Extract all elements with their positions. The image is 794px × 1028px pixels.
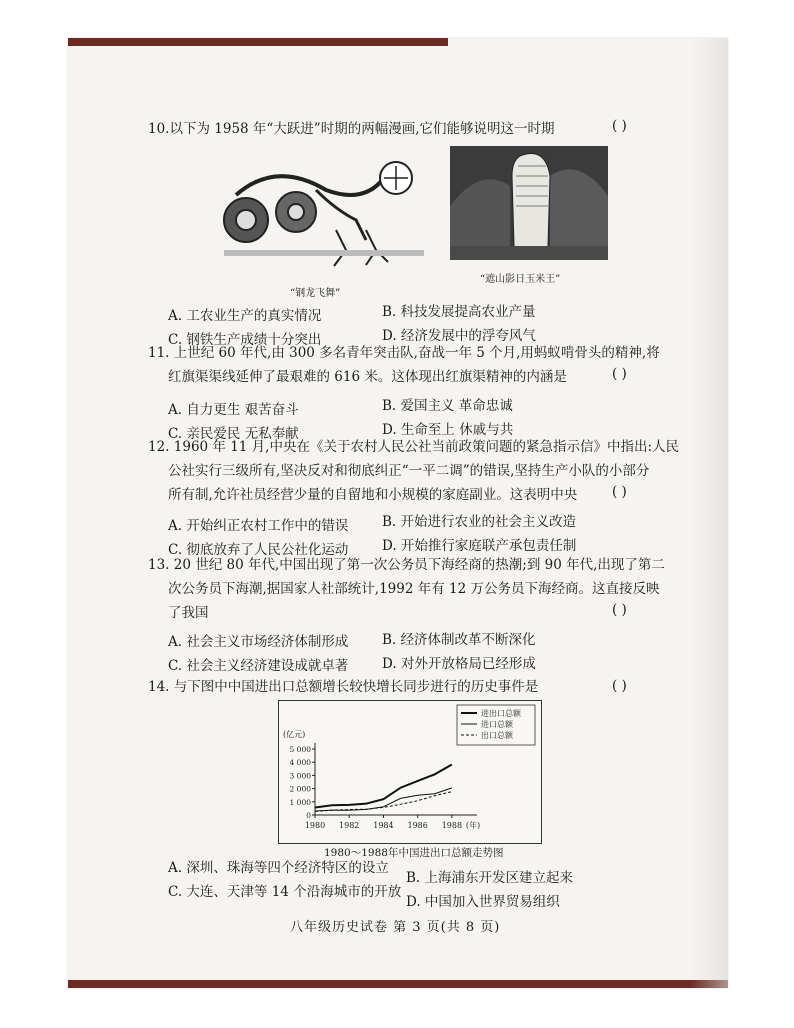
- q12-option-b: B. 开始进行农业的社会主义改造: [382, 514, 577, 530]
- paper-top-edge: [68, 38, 448, 46]
- x-tick-label: 1982: [339, 821, 360, 830]
- q12-line3: 所有制,允许社员经营少量的自留地和小规模的家庭副业。这表明中央: [168, 487, 578, 503]
- q12-line2: 公社实行三级所有,坚决反对和彻底纠正“一平二调”的错误,坚持生产小队的小部分: [168, 463, 650, 479]
- q12-answer-paren: ( ): [612, 484, 627, 500]
- q10-stem: 10.以下为 1958 年“大跃进”时期的两幅漫画,它们能够说明这一时期: [148, 121, 555, 137]
- x-tick-label: 1980: [304, 821, 326, 830]
- paper-bleed: [690, 38, 728, 988]
- q12-option-a: A. 开始纠正农村工作中的错误: [168, 518, 349, 534]
- y-tick-label: 3 000: [289, 771, 311, 781]
- q14-option-d: D. 中国加入世界贸易组织: [406, 894, 560, 910]
- y-tick-label: 4 000: [289, 758, 311, 768]
- series-line-2: [315, 792, 452, 812]
- q13-option-c: C. 社会主义经济建设成就卓著: [168, 658, 349, 674]
- chart-title: 1980～1988年中国进出口总额走势图: [324, 847, 504, 859]
- x-tick-label: 1988: [441, 821, 463, 830]
- legend-label-2: 出口总额: [481, 731, 513, 740]
- q11-option-d: D. 生命至上 休戚与共: [382, 422, 514, 438]
- q13-line3: 了我国: [168, 605, 209, 621]
- y-axis-label: (亿元): [283, 730, 306, 739]
- q11-line1: 11. 上世纪 60 年代,由 300 多名青年突击队,奋战一年 5 个月,用蚂蚁啃骨头的精神,将: [148, 345, 660, 361]
- q14-stem: 14. 与下图中中国进出口总额增长较快增长同步进行的历史事件是: [148, 679, 539, 695]
- cartoon-corn-king: [450, 146, 608, 260]
- q10-option-a: A. 工农业生产的真实情况: [168, 308, 322, 324]
- q13-option-b: B. 经济体制改革不断深化: [382, 632, 536, 648]
- q14-option-c: C. 大连、天津等 14 个沿海城市的开放: [168, 884, 402, 900]
- q13-answer-paren: ( ): [612, 602, 627, 618]
- page-footer: 八年级历史试卷 第 3 页(共 8 页): [290, 920, 501, 935]
- y-tick-label: 0: [306, 811, 311, 820]
- x-tick-label: 1984: [373, 821, 394, 830]
- q14-answer-paren: ( ): [612, 678, 627, 694]
- q10-option-c: C. 钢铁生产成绩十分突出: [168, 332, 322, 348]
- legend-label-0: 进出口总额: [481, 709, 521, 718]
- q10-option-d: D. 经济发展中的浮夸风气: [382, 328, 536, 344]
- trade-chart-frame: [278, 700, 542, 844]
- q11-option-b: B. 爱国主义 革命忠诚: [382, 398, 513, 414]
- q10-answer-paren: ( ): [612, 118, 627, 134]
- y-tick-label: 1 000: [289, 797, 311, 807]
- q11-answer-paren: ( ): [612, 366, 627, 382]
- q13-option-a: A. 社会主义市场经济体制形成: [168, 634, 349, 650]
- q12-line1: 12. 1960 年 11 月,中央在《关于农村人民公社当前政策问题的紧急指示信》中指出:人民: [148, 439, 680, 455]
- y-tick-label: 5 000: [289, 745, 311, 754]
- paper-bottom-edge: [68, 980, 728, 988]
- q13-line2: 次公务员下海潮,据国家人社部统计,1992 年有 12 万公务员下海经商。这直接反映: [168, 581, 660, 597]
- y-tick-label: 2 000: [289, 784, 311, 794]
- q11-option-c: C. 亲民爱民 无私奉献: [168, 426, 299, 442]
- cartoon-steel-dragon: [216, 150, 432, 270]
- q12-option-c: C. 彻底放弃了人民公社化运动: [168, 542, 349, 558]
- q11-option-a: A. 自力更生 艰苦奋斗: [168, 402, 299, 418]
- series-line-0: [315, 765, 452, 808]
- trade-chart: [279, 701, 541, 843]
- q12-option-d: D. 开始推行家庭联产承包责任制: [382, 538, 577, 554]
- caption-left: “钢龙飞舞”: [290, 288, 341, 299]
- q13-option-d: D. 对外开放格局已经形成: [382, 656, 536, 672]
- x-axis-unit: (年): [465, 821, 481, 830]
- q14-option-b: B. 上海浦东开发区建立起来: [406, 870, 574, 886]
- q11-line2: 红旗渠渠线延伸了最艰难的 616 米。这体现出红旗渠精神的内涵是: [168, 369, 567, 385]
- caption-right: “遮山影日玉米王”: [480, 274, 561, 285]
- q10-option-b: B. 科技发展提高农业产量: [382, 304, 536, 320]
- q14-option-a: A. 深圳、珠海等四个经济特区的设立: [168, 860, 389, 876]
- q13-line1: 13. 20 世纪 80 年代,中国出现了第一次公务员下海经商的热潮;到 90 年代,出现了第二: [148, 557, 665, 573]
- legend-label-1: 进口总额: [481, 720, 513, 729]
- x-tick-label: 1986: [407, 821, 428, 830]
